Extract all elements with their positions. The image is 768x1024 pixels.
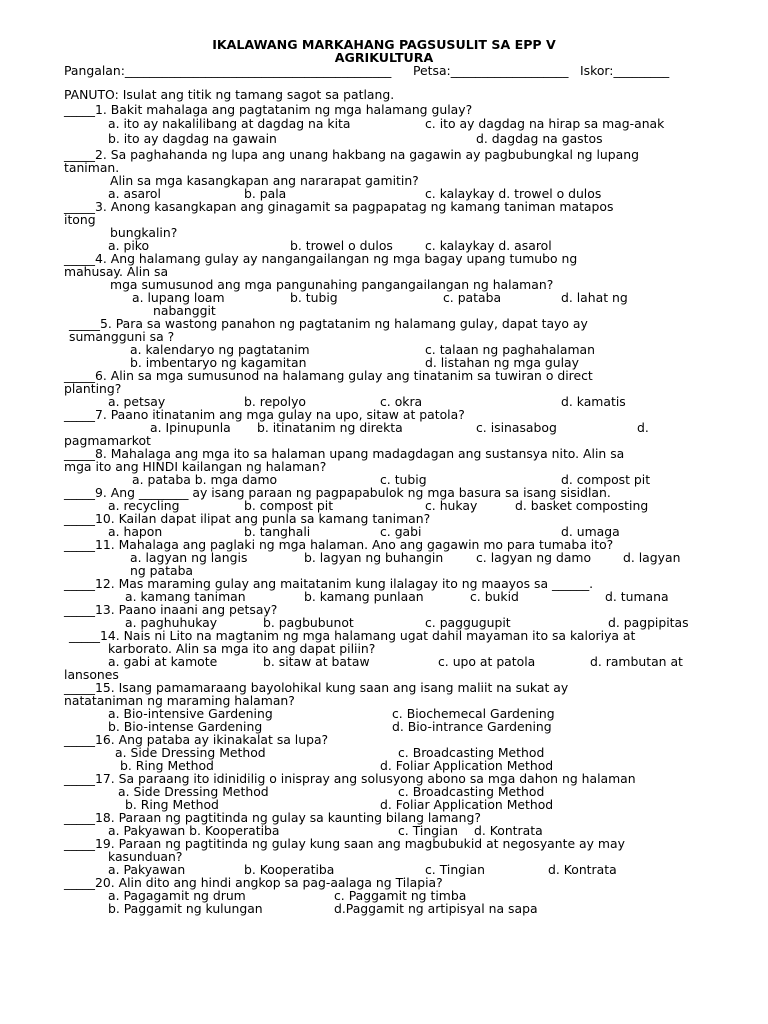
- exam-text-line: d. kamatis: [561, 394, 626, 409]
- date-field: Petsa:___________________: [413, 63, 569, 78]
- exam-text-line: _____3. Anong kasangkapan ang ginagamit sa pagpapatag ng kamang taniman matapos: [64, 199, 614, 214]
- exam-text-line: a. Pakyawan: [108, 862, 186, 877]
- exam-text-line: lansones: [64, 667, 119, 682]
- exam-text-line: b. lagyan ng buhangin: [304, 550, 444, 565]
- exam-text-line: d. umaga: [561, 524, 620, 539]
- exam-text-line: b. sitaw at bataw: [263, 654, 370, 669]
- exam-text-line: itong: [64, 212, 96, 227]
- exam-text-line: _____7. Paano itinatanim ang mga gulay na upo, sitaw at patola?: [64, 407, 465, 422]
- exam-text-line: a. ito ay nakalilibang at dagdag na kita: [108, 116, 351, 131]
- exam-text-line: b. ito ay dagdag na gawain: [108, 131, 277, 146]
- exam-text-line: c. hukay: [425, 498, 478, 513]
- exam-text-line: c. Broadcasting Method: [398, 745, 545, 760]
- exam-text-line: a. lupang loam: [132, 290, 225, 305]
- exam-text-line: c. tubig: [380, 472, 427, 487]
- exam-text-line: c. okra: [380, 394, 423, 409]
- exam-text-line: a. pataba b. mga damo: [132, 472, 278, 487]
- exam-text-line: _____17. Sa paraang ito idinidilig o inispray ang solusyong abono sa mga dahon ng halaman: [64, 771, 636, 786]
- exam-text-line: _____13. Paano inaani ang petsay?: [64, 602, 278, 617]
- exam-text-line: c. Broadcasting Method: [398, 784, 545, 799]
- exam-text-line: a. hapon: [108, 524, 163, 539]
- exam-text-line: _____18. Paraan ng pagtitinda ng gulay sa kaunting bilang lamang?: [64, 810, 481, 825]
- exam-text-line: c. Tingian: [425, 862, 485, 877]
- exam-text-line: d. lahat ng: [561, 290, 628, 305]
- exam-text-line: d. lagyan: [623, 550, 681, 565]
- exam-text-line: _____5. Para sa wastong panahon ng pagtatanim ng halamang gulay, dapat tayo ay: [69, 316, 588, 331]
- name-field: Pangalan:___________________________________________: [64, 63, 392, 78]
- exam-text-line: d. compost pit: [561, 472, 651, 487]
- exam-text-line: a. kamang taniman: [125, 589, 246, 604]
- exam-text-line: a. piko: [108, 238, 150, 253]
- exam-text-line: b. trowel o dulos: [290, 238, 393, 253]
- score-field: Iskor:_________: [580, 63, 670, 78]
- exam-text-line: _____15. Isang pamamaraang bayolohikal kung saan ang isang maliit na sukat ay: [64, 680, 569, 695]
- exam-text-line: b. pagbubunot: [263, 615, 354, 630]
- exam-text-line: b. imbentaryo ng kagamitan: [130, 355, 307, 370]
- exam-text-line: c. gabi: [380, 524, 422, 539]
- exam-text-line: b. compost pit: [244, 498, 334, 513]
- exam-text-line: b. Paggamit ng kulungan: [108, 901, 263, 916]
- exam-text-line: b. pala: [244, 186, 287, 201]
- exam-text-line: c. upo at patola: [438, 654, 536, 669]
- exam-text-line: a. petsay: [108, 394, 166, 409]
- exam-text-line: c. talaan ng paghahalaman: [425, 342, 595, 357]
- exam-text-line: taniman.: [64, 160, 120, 175]
- exam-text-line: Alin sa mga kasangkapan ang nararapat gamitin?: [110, 173, 419, 188]
- exam-text-line: mga ito ang HINDI kailangan ng halaman?: [64, 459, 327, 474]
- exam-text-line: d. Kontrata: [548, 862, 617, 877]
- exam-text-line: _____8. Mahalaga ang mga ito sa halaman upang madagdagan ang sustansya nito. Alin sa: [64, 446, 625, 461]
- exam-text-line: a. Bio-intensive Gardening: [108, 706, 273, 721]
- exam-subject: AGRIKULTURA: [334, 50, 434, 65]
- exam-text-line: b. Ring Method: [120, 758, 214, 773]
- exam-text-line: b. Kooperatiba: [244, 862, 335, 877]
- exam-text-line: c. Biochemecal Gardening: [392, 706, 555, 721]
- exam-text-line: natataniman ng maraming halaman?: [64, 693, 295, 708]
- exam-text-line: karborato. Alin sa mga ito ang dapat piliin?: [108, 641, 376, 656]
- exam-text-line: d. pagpipitas: [608, 615, 689, 630]
- exam-text-line: c. kalaykay d. asarol: [425, 238, 552, 253]
- exam-text-line: d. rambutan at: [590, 654, 683, 669]
- exam-text-line: d. tumana: [605, 589, 669, 604]
- exam-text-line: _____1. Bakit mahalaga ang pagtatanim ng mga halamang gulay?: [64, 102, 473, 117]
- exam-text-line: d. listahan ng mga gulay: [425, 355, 579, 370]
- exam-text-line: c. pataba: [443, 290, 502, 305]
- exam-text-line: _____11. Mahalaga ang paglaki ng mga halaman. Ano ang gagawin mo para tumaba ito?: [64, 537, 614, 552]
- exam-text-line: planting?: [64, 381, 122, 396]
- exam-text-line: mga sumusunod ang mga pangunahing pangangailangan ng halaman?: [110, 277, 554, 292]
- exam-text-line: a. Pakyawan b. Kooperatiba: [108, 823, 280, 838]
- exam-text-line: ng pataba: [130, 563, 194, 578]
- exam-text-line: a. kalendaryo ng pagtatanim: [130, 342, 310, 357]
- exam-text-line: b. repolyo: [244, 394, 306, 409]
- exam-text-line: d.Paggamit ng artipisyal na sapa: [334, 901, 538, 916]
- exam-text-line: _____14. Nais ni Lito na magtanim ng mga halamang ugat dahil mayaman ito sa kaloriya at: [69, 628, 636, 643]
- instructions: PANUTO: Isulat ang titik ng tamang sagot sa patlang.: [64, 87, 395, 102]
- exam-text-line: bungkalin?: [110, 225, 178, 240]
- exam-text-line: nabanggit: [153, 303, 216, 318]
- exam-text-line: c. bukid: [470, 589, 519, 604]
- exam-text-line: c. Paggamit ng timba: [334, 888, 467, 903]
- exam-text-line: _____9. Ang ________ ay isang paraan ng pagpapabulok ng mga basura sa isang sisidlan.: [64, 485, 611, 500]
- exam-text-line: d. Foliar Application Method: [380, 797, 554, 812]
- exam-text-line: a. recycling: [108, 498, 180, 513]
- exam-text-line: kasunduan?: [108, 849, 183, 864]
- exam-text-line: a. lagyan ng langis: [130, 550, 248, 565]
- exam-text-line: _____16. Ang pataba ay ikinakalat sa lupa?: [64, 732, 329, 747]
- exam-text-line: a. gabi at kamote: [108, 654, 218, 669]
- exam-text-line: b. tubig: [290, 290, 338, 305]
- exam-text-line: _____6. Alin sa mga sumusunod na halamang gulay ang tinatanim sa tuwiran o direct: [64, 368, 593, 383]
- exam-text-line: a. paghuhukay: [125, 615, 218, 630]
- exam-text-line: d. Bio-intrance Gardening: [392, 719, 552, 734]
- exam-text-line: d.: [637, 420, 649, 435]
- exam-text-line: c. lagyan ng damo: [476, 550, 592, 565]
- exam-text-line: pagmamarkot: [64, 433, 151, 448]
- exam-text-line: c. Tingian: [398, 823, 458, 838]
- exam-title: IKALAWANG MARKAHANG PAGSUSULIT SA EPP V: [212, 37, 556, 52]
- exam-text-line: a. Side Dressing Method: [115, 745, 266, 760]
- exam-text-line: d. basket composting: [515, 498, 649, 513]
- exam-text-line: b. Bio-intense Gardening: [108, 719, 263, 734]
- exam-text-line: c. kalaykay d. trowel o dulos: [425, 186, 602, 201]
- exam-text-line: sumangguni sa ?: [69, 329, 175, 344]
- exam-text-line: a. Pagagamit ng drum: [108, 888, 246, 903]
- exam-text-line: mahusay. Alin sa: [64, 264, 169, 279]
- exam-text-line: d. Kontrata: [474, 823, 543, 838]
- exam-text-line: _____2. Sa paghahanda ng lupa ang unang hakbang na gagawin ay pagbubungkal ng lupang: [64, 147, 639, 162]
- exam-text-line: c. paggugupit: [425, 615, 511, 630]
- exam-text-line: _____20. Alin dito ang hindi angkop sa pag-aalaga ng Tilapia?: [64, 875, 443, 890]
- exam-text-line: b. tanghali: [244, 524, 311, 539]
- exam-text-line: d. Foliar Application Method: [380, 758, 554, 773]
- exam-text-line: a. Side Dressing Method: [118, 784, 269, 799]
- exam-text-line: _____12. Mas maraming gulay ang maitatanim kung ilalagay ito ng maayos sa ______.: [64, 576, 594, 591]
- exam-text-line: d. dagdag na gastos: [476, 131, 603, 146]
- exam-text-line: a. Ipinupunla: [150, 420, 231, 435]
- exam-text-line: b. Ring Method: [125, 797, 219, 812]
- exam-text-line: _____19. Paraan ng pagtitinda ng gulay kung saan ang magbubukid at negosyante ay may: [64, 836, 625, 851]
- exam-text-line: c. isinasabog: [476, 420, 557, 435]
- exam-text-line: b. itinatanim ng direkta: [257, 420, 403, 435]
- exam-text-line: c. ito ay dagdag na hirap sa mag-anak: [425, 116, 665, 131]
- exam-text-line: a. asarol: [108, 186, 161, 201]
- exam-text-line: _____10. Kailan dapat ilipat ang punla sa kamang taniman?: [64, 511, 431, 526]
- exam-text-line: _____4. Ang halamang gulay ay nangangailangan ng mga bagay upang tumubo ng: [64, 251, 578, 266]
- exam-text-line: b. kamang punlaan: [304, 589, 424, 604]
